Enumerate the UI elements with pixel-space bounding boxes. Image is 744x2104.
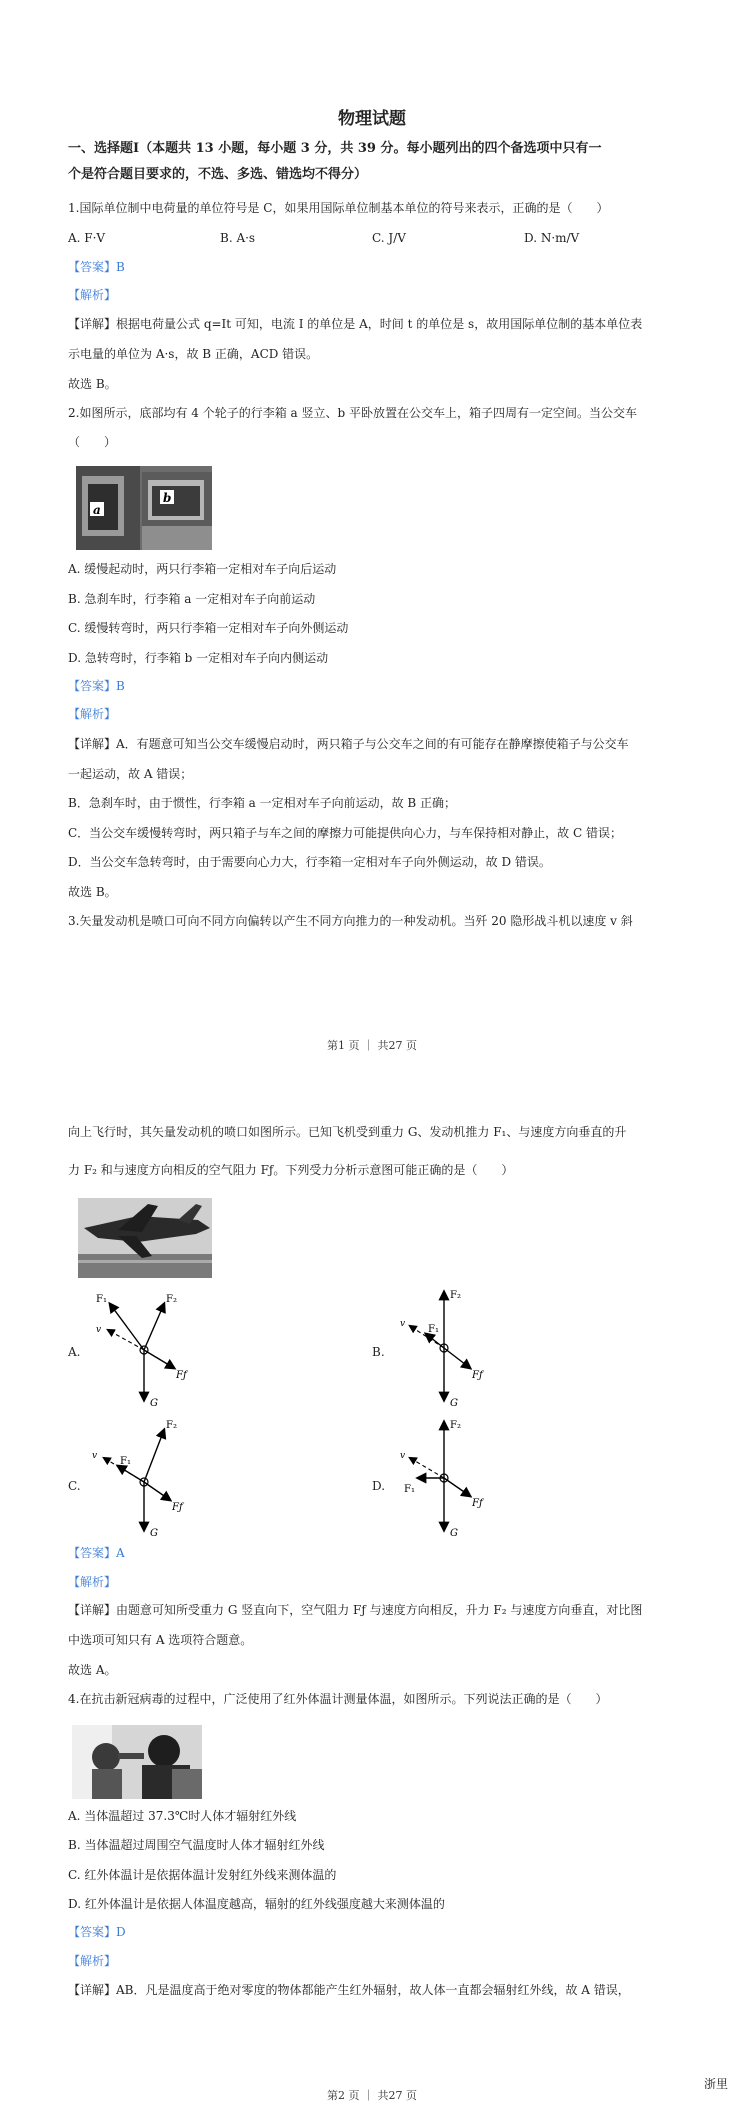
label-f2: F₂ bbox=[166, 1294, 177, 1305]
q1-option-c: C. J/V bbox=[372, 231, 406, 245]
q4-answer: 【答案】D bbox=[68, 1925, 126, 1939]
luggage-label-a: a bbox=[93, 503, 101, 517]
q1-option-b: B. A·s bbox=[220, 231, 256, 245]
q3-stem-2: 力 F₂ 和与速度方向相反的空气阻力 Fƒ。下列受力分析示意图可能正确的是（ ） bbox=[68, 1163, 514, 1177]
thermometer-photo bbox=[72, 1725, 202, 1799]
q1-option-d: D. N·m/V bbox=[524, 231, 580, 245]
q2-conclusion: 故选 B。 bbox=[68, 885, 117, 899]
force-diagram-b bbox=[396, 1282, 496, 1408]
q3-option-c-letter: C. bbox=[68, 1479, 81, 1493]
page-2 bbox=[0, 1080, 744, 2104]
q2-option-c: C. 缓慢转弯时，两只行李箱一定相对车子向外侧运动 bbox=[68, 621, 349, 635]
label-v: v bbox=[96, 1325, 102, 1335]
label-v: v bbox=[400, 1451, 406, 1461]
luggage-photo bbox=[76, 466, 212, 550]
force-diagram-a bbox=[86, 1282, 196, 1408]
q4-stem: 4.在抗击新冠病毒的过程中，广泛使用了红外体温计测量体温，如图所示。下列说法正确的是（ ） bbox=[68, 1692, 608, 1706]
label-f1: F₁ bbox=[120, 1456, 131, 1467]
q1-analysis-label: 【解析】 bbox=[68, 288, 117, 302]
force-f2-arrow bbox=[144, 1430, 164, 1482]
q1-answer: 【答案】B bbox=[68, 260, 125, 274]
fighter-jet-image bbox=[78, 1198, 212, 1278]
q3-stem-start: 3.矢量发动机是喷口可向不同方向偏转以产生不同方向推力的一种发动机。当歼 20 隐形战斗机以速度 v 斜 bbox=[68, 914, 633, 928]
luggage-photo-image bbox=[76, 466, 212, 550]
force-ff-arrow bbox=[444, 1478, 470, 1496]
q1-conclusion: 故选 B。 bbox=[68, 377, 117, 391]
q2-option-b: B. 急刹车时，行李箱 a 一定相对车子向前运动 bbox=[68, 592, 316, 606]
label-f1: F₁ bbox=[428, 1324, 439, 1335]
velocity-arrow bbox=[108, 1330, 144, 1350]
q4-analysis-label: 【解析】 bbox=[68, 1954, 117, 1968]
q4-option-c: C. 红外体温计是依据体温计发射红外线来测体温的 bbox=[68, 1868, 337, 1882]
q2-detail-3: B．急刹车时，由于惯性，行李箱 a 一定相对车子向前运动，故 B 正确； bbox=[68, 796, 457, 810]
q2-option-a: A. 缓慢起动时，两只行李箱一定相对车子向后运动 bbox=[68, 562, 337, 576]
fighter-jet-photo bbox=[78, 1198, 212, 1278]
label-f2: F₂ bbox=[450, 1420, 461, 1431]
q2-detail-1: 【详解】A．有题意可知当公交车缓慢启动时，两只箱子与公交车之间的有可能存在静摩擦使箱子与公交车 bbox=[68, 737, 629, 751]
q3-detail-1: 【详解】由题意可知所受重力 G 竖直向下，空气阻力 Fƒ 与速度方向相反，升力 F₂ 与速度方向垂直，对比图 bbox=[68, 1603, 643, 1617]
label-g: G bbox=[150, 1528, 158, 1538]
velocity-arrow bbox=[410, 1458, 444, 1478]
force-ff-arrow bbox=[444, 1348, 470, 1368]
q3-conclusion: 故选 A。 bbox=[68, 1663, 117, 1677]
label-ff: Fƒ bbox=[176, 1370, 187, 1381]
corner-text: 浙里 bbox=[704, 2077, 729, 2091]
q2-detail-2: 一起运动，故 A 错误； bbox=[68, 767, 193, 781]
section-heading-line-1: 一、选择题Ⅰ（本题共 13 小题，每小题 3 分，共 39 分。每小题列出的四个备选项中只有一 bbox=[68, 141, 602, 156]
q1-detail-2: 示电量的单位为 A·s，故 B 正确，ACD 错误。 bbox=[68, 347, 319, 361]
label-v: v bbox=[400, 1319, 406, 1329]
label-f1: F₁ bbox=[404, 1484, 415, 1495]
q2-stem-1: 2.如图所示，底部均有 4 个轮子的行李箱 a 竖立、b 平卧放置在公交车上，箱子四周有一定空间。当公交车 bbox=[68, 406, 637, 420]
q4-option-a: A. 当体温超过 37.3℃时人体才辐射红外线 bbox=[68, 1809, 297, 1823]
q2-detail-4: C．当公交车缓慢转弯时，两只箱子与车之间的摩擦力可能提供向心力，与车保持相对静止，故 C 错误； bbox=[68, 826, 622, 840]
force-diagram-c bbox=[86, 1412, 196, 1538]
label-g: G bbox=[150, 1398, 158, 1408]
label-f1: F₁ bbox=[96, 1294, 107, 1305]
label-f2: F₂ bbox=[166, 1420, 177, 1431]
q2-option-d: D. 急转弯时，行李箱 b 一定相对车子向内侧运动 bbox=[68, 651, 329, 665]
q2-detail-5: D．当公交车急转弯时，由于需要向心力大，行李箱一定相对车子向外侧运动，故 D 错误。 bbox=[68, 855, 551, 869]
q2-answer: 【答案】B bbox=[68, 679, 125, 693]
luggage-label-b: b bbox=[163, 491, 172, 505]
q3-option-d-letter: D. bbox=[372, 1479, 386, 1493]
label-g: G bbox=[450, 1528, 458, 1538]
q4-option-b: B. 当体温超过周围空气温度时人体才辐射红外线 bbox=[68, 1838, 325, 1852]
q3-stem-1: 向上飞行时，其矢量发动机的喷口如图所示。已知飞机受到重力 G、发动机推力 F₁、与速度方向垂直的升 bbox=[68, 1125, 627, 1139]
label-ff: Fƒ bbox=[472, 1370, 483, 1381]
force-diagram-d bbox=[396, 1412, 496, 1538]
page-footer-1: 第1 页 ｜ 共27 页 bbox=[327, 1039, 417, 1052]
q2-analysis-label: 【解析】 bbox=[68, 707, 117, 721]
q1-detail-1: 【详解】根据电荷量公式 q=It 可知，电流 I 的单位是 A，时间 t 的单位是 s，故用国际单位制的基本单位表 bbox=[68, 317, 643, 331]
force-ff-arrow bbox=[144, 1350, 174, 1368]
q3-answer: 【答案】A bbox=[68, 1546, 125, 1560]
thermometer-image bbox=[72, 1725, 202, 1799]
force-f1-arrow bbox=[110, 1304, 144, 1350]
q2-stem-2: （ ） bbox=[68, 435, 117, 449]
q4-detail-1: 【详解】AB．凡是温度高于绝对零度的物体都能产生红外辐射，故人体一直都会辐射红外线，故 A 错误， bbox=[68, 1983, 630, 1997]
q3-option-a-letter: A. bbox=[68, 1345, 81, 1359]
force-ff-arrow bbox=[144, 1482, 170, 1500]
page-title: 物理试题 bbox=[338, 109, 406, 129]
label-ff: Fƒ bbox=[172, 1502, 183, 1513]
q1-stem: 1.国际单位制中电荷量的单位符号是 C，如果用国际单位制基本单位的符号来表示，正确的是（ ） bbox=[68, 201, 609, 215]
section-heading-line-2: 个是符合题目要求的，不选、多选、错选均不得分） bbox=[68, 167, 368, 182]
page-footer-2: 第2 页 ｜ 共27 页 bbox=[327, 2089, 417, 2102]
label-v: v bbox=[92, 1451, 98, 1461]
q1-option-a: A. F·V bbox=[68, 231, 106, 245]
q4-option-d: D. 红外体温计是依据人体温度越高，辐射的红外线强度越大来测体温的 bbox=[68, 1897, 445, 1911]
label-ff: Fƒ bbox=[472, 1498, 483, 1509]
q3-option-b-letter: B. bbox=[372, 1345, 385, 1359]
q3-detail-2: 中选项可知只有 A 选项符合题意。 bbox=[68, 1633, 253, 1647]
force-f2-arrow bbox=[144, 1304, 164, 1350]
label-g: G bbox=[450, 1398, 458, 1408]
label-f2: F₂ bbox=[450, 1290, 461, 1301]
q3-analysis-label: 【解析】 bbox=[68, 1575, 117, 1589]
